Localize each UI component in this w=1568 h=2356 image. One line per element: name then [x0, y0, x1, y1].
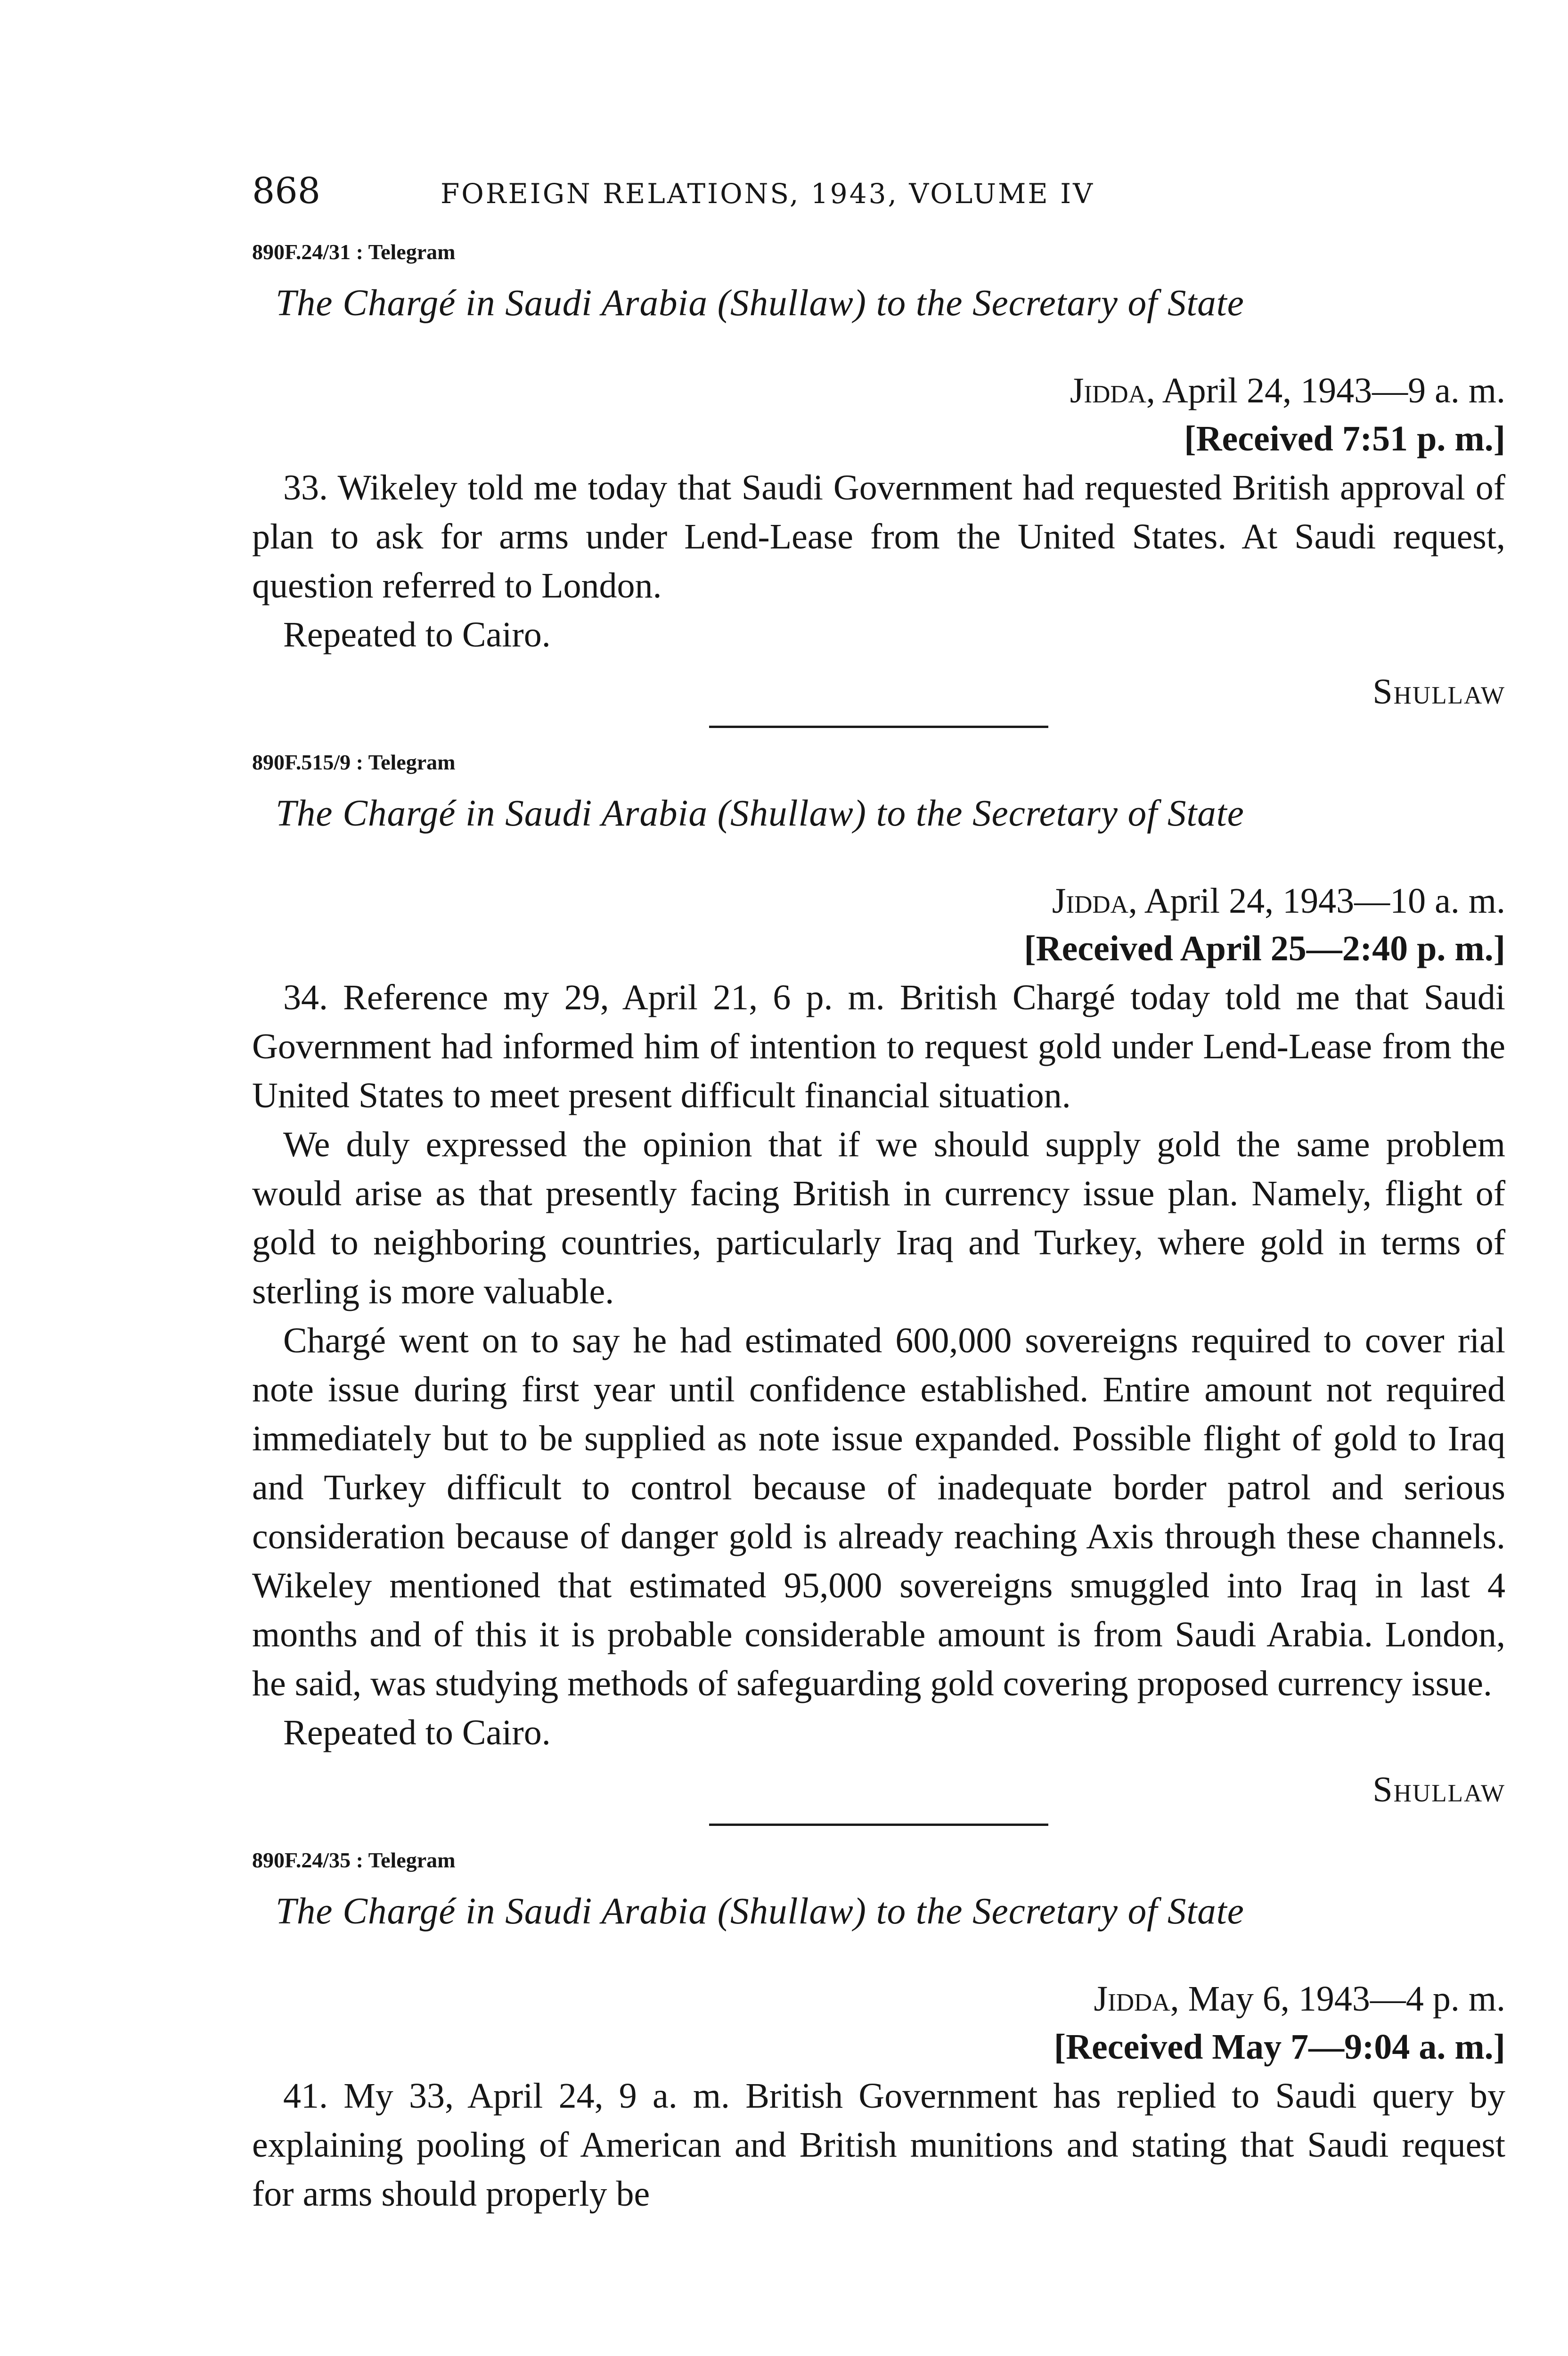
file-reference: 890F.24/35 : Telegram	[252, 1848, 456, 1873]
paragraph: Chargé went on to say he had estimated 600,000 sovereigns required to cover rial note issue during first year until confidence established. Entire amount not required immediately but to be supplied as note issue expanded. Possible flight of gold to Iraq and Turkey difficult to control because of inadequate border patrol and serious consideration because of danger gold is already reaching Axis through these channels. Wikeley mentioned that estimated 95,000 sovereigns smuggled into Iraq in last 4 months and of this it is probable considerable amount is from Saudi Arabia. London, he said, was studying methods of safeguarding gold covering proposed currency issue.	[252, 1321, 1505, 1704]
paragraph: 34. Reference my 29, April 21, 6 p. m. British Chargé today told me that Saudi Government had informed him of intention to request gold under Lend-Lease from the United States to meet present difficult financial situation.	[252, 978, 1505, 1116]
date-text: , April 24, 1943—9 a. m.	[1146, 371, 1505, 410]
document-page	[252, 170, 1505, 2218]
place-name: Jidda	[1070, 371, 1146, 410]
running-title: FOREIGN RELATIONS, 1943, VOLUME IV	[441, 178, 1094, 210]
paragraph: Repeated to Cairo.	[283, 1713, 551, 1753]
paragraph: Repeated to Cairo.	[283, 614, 551, 654]
signature: Shullaw	[1372, 671, 1505, 712]
paragraph: 33. Wikeley told me today that Saudi Government had requested British approval of plan to ask for arms under Lend-Lease from the United States. At Saudi request, question referred to London.	[252, 467, 1505, 605]
document-heading: The Chargé in Saudi Arabia (Shullaw) to the Secretary of State	[276, 793, 1244, 834]
received-line: [Received April 25—2:40 p. m.]	[1024, 929, 1505, 969]
paragraph: We duly expressed the opinion that if we should supply gold the same problem would arise as that presently facing British in currency issue plan. Namely, flight of gold to neighboring countries, particularly Iraq and Turkey, where gold in terms of sterling is more valuable.	[252, 1125, 1505, 1312]
document-heading: The Chargé in Saudi Arabia (Shullaw) to the Secretary of State	[276, 283, 1244, 324]
telegram-34	[252, 750, 1505, 1826]
date-text: , April 24, 1943—10 a. m.	[1128, 881, 1505, 921]
document-heading: The Chargé in Saudi Arabia (Shullaw) to the Secretary of State	[276, 1891, 1244, 1932]
dateline	[252, 1975, 1505, 2023]
dateline	[252, 367, 1505, 415]
place-name: Jidda	[1052, 881, 1128, 921]
dateline	[252, 877, 1505, 925]
date-text: , May 6, 1943—4 p. m.	[1170, 1979, 1505, 2019]
received-line: [Received 7:51 p. m.]	[1184, 418, 1505, 458]
section-divider	[709, 726, 1048, 728]
telegram-33	[252, 239, 1505, 728]
place-name: Jidda	[1094, 1979, 1170, 2019]
page-number: 868	[252, 170, 321, 212]
paragraph: 41. My 33, April 24, 9 a. m. British Government has replied to Saudi query by explaining pooling of American and British munitions and stating that Saudi request for arms should properly be	[252, 2076, 1505, 2214]
telegram-41	[252, 1848, 1505, 2218]
running-header	[252, 170, 1505, 221]
file-reference: 890F.24/31 : Telegram	[252, 240, 456, 264]
received-line: [Received May 7—9:04 a. m.]	[1054, 2027, 1505, 2067]
file-reference: 890F.515/9 : Telegram	[252, 750, 456, 774]
section-divider	[709, 1824, 1048, 1826]
signature: Shullaw	[1372, 1770, 1505, 1810]
